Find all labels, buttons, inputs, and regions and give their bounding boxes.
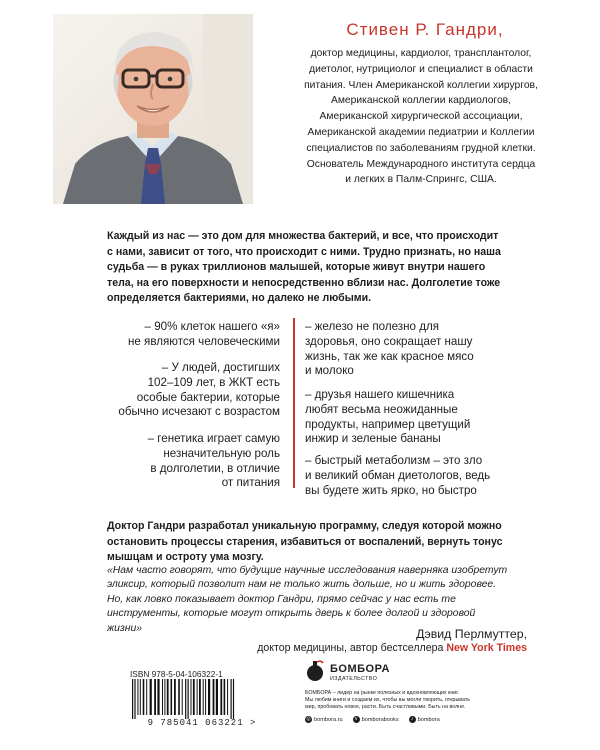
fact-line: здоровья, оно сокращает нашу xyxy=(305,334,473,348)
bio-line: Американской коллегии кардиологов, xyxy=(330,95,512,107)
tiktok-icon: ♪ xyxy=(409,716,416,723)
quote-line: инструменты, которые могут открыть дверь к более долгой и здоровой xyxy=(107,608,476,620)
barcode-bar xyxy=(197,679,198,715)
fact-line: – быстрый метаболизм – это зло xyxy=(305,454,483,467)
barcode-bar xyxy=(182,679,183,715)
fact-line: продукты, например цветущий xyxy=(305,417,471,431)
quote-author: Дэвид Перлмуттер, xyxy=(416,627,527,641)
nyt-label: New York Times xyxy=(446,642,527,654)
column-divider xyxy=(293,318,295,488)
fact-line: и великий обман диетологов, ведь xyxy=(305,468,491,482)
fact-line: – друзья нашего кишечника xyxy=(305,388,455,401)
blurb-line: Мы любим книги и создаем их, чтобы вы могли творить, открывать xyxy=(305,697,471,704)
testimonial-quote xyxy=(107,564,525,636)
intro-line: определяется бактериями, но далеко не любыми. xyxy=(107,292,372,304)
blurb-line: мир, пробовать новое, расти. Быть счастливыми. Быть на волне. xyxy=(305,704,466,711)
barcode-bar xyxy=(191,679,192,715)
program-line: Доктор Гандри разработал уникальную программу, следуя которой можно xyxy=(107,520,502,532)
bio-line: специалистов по заболеваниям грудной клетки. xyxy=(306,142,536,154)
barcode-bar xyxy=(167,679,169,715)
barcode-bar xyxy=(137,679,138,715)
blurb-line: БОМБОРА – лидер на рынке полезных и вдохновляющих книг. xyxy=(305,690,460,696)
barcode-bar xyxy=(150,679,152,715)
barcode-bar xyxy=(185,679,186,719)
bio-line: и легких в Палм-Спрингс, США. xyxy=(345,174,497,186)
intro-line: тела, на его поверхности и непосредственно вблизи нас. Долголетие тоже xyxy=(107,276,501,289)
barcode-bar xyxy=(227,679,228,715)
intro-line: с нами, зависит от того, что происходит с ними. Трудно признать, но наша xyxy=(107,245,501,258)
fact-line: обычно исчезают с возрастом xyxy=(118,405,280,419)
fact-left-1 xyxy=(90,320,280,350)
fact-line: не являются человеческими xyxy=(127,334,280,348)
barcode-bar xyxy=(157,679,159,715)
fact-line: инжир и зеленые бананы xyxy=(305,432,441,446)
social-label: bomborabooks xyxy=(361,716,399,723)
author-portrait xyxy=(53,14,253,204)
barcode-bar xyxy=(188,679,189,719)
barcode-bar xyxy=(216,679,218,715)
barcode-bar xyxy=(193,679,195,715)
author-name: Стивен Р. Гандри, xyxy=(346,20,504,39)
fact-left-2 xyxy=(90,361,280,420)
program-paragraph xyxy=(107,519,527,566)
fact-line: – генетика играет самую xyxy=(147,432,280,445)
fact-left-3 xyxy=(90,432,280,491)
quote-line: Но, как ловко показывает доктор Гандри, прямо сейчас у нас есть те xyxy=(107,593,456,605)
publisher-name: БОМБОРА xyxy=(330,663,390,675)
barcode-number: 9 785041 063221 > xyxy=(147,718,257,728)
barcode-bar xyxy=(220,679,222,715)
bio-line: Американской академии педиатрии и Коллегии xyxy=(307,126,535,138)
quote-credit-text: доктор медицины, автор бестселлера xyxy=(257,642,444,654)
social-label: bombora xyxy=(417,716,440,723)
barcode-bar xyxy=(162,679,163,715)
fact-line: от питания xyxy=(221,476,280,490)
social-link-vk[interactable] xyxy=(353,716,399,723)
isbn-label: ISBN 978-5-04-106322-1 xyxy=(130,669,223,679)
intro-paragraph xyxy=(107,229,517,307)
barcode-bar xyxy=(174,679,176,715)
barcode-bar xyxy=(233,679,234,719)
bio-line: доктор медицины, кардиолог, трансплантолог, xyxy=(310,48,532,59)
publisher-blurb xyxy=(305,690,525,712)
barcode-bar xyxy=(154,679,156,715)
fact-right-3 xyxy=(305,454,525,498)
barcode-bar xyxy=(203,679,204,715)
barcode xyxy=(128,679,284,719)
barcode-bar xyxy=(213,679,215,715)
quote-line: «Нам часто говорят, что будущие научные исследования наверняка изобретут xyxy=(107,565,508,576)
quote-credit xyxy=(200,642,527,654)
fact-line: – 90% клеток нашего «я» xyxy=(144,320,280,333)
barcode-bar xyxy=(143,679,145,715)
fact-line: и молоко xyxy=(305,364,354,378)
barcode-bar xyxy=(231,679,232,719)
publisher-socials xyxy=(305,716,530,723)
barcode-bar xyxy=(171,679,173,715)
vk-icon: v xyxy=(353,716,360,723)
barcode-bar xyxy=(199,679,201,715)
barcode-bar xyxy=(164,679,165,715)
bio-line: питания. Член Американской коллегии хирургов, xyxy=(304,79,538,91)
globe-icon: ◎ xyxy=(306,716,311,722)
bio-line: Американской хирургической ассоциации, xyxy=(319,111,523,123)
intro-line: Каждый из нас — это дом для множества бактерий, и все, что происходит xyxy=(107,230,499,242)
bio-line: Основатель Международного института сердца xyxy=(306,158,536,170)
bombora-logo-icon xyxy=(305,660,325,682)
quote-line: эликсир, который позволит нам не только жить дольше, но и жить здоровее. xyxy=(107,579,497,591)
barcode-bar xyxy=(208,679,210,715)
quote-line: жизни» xyxy=(107,622,143,634)
social-label: bombora.ru xyxy=(314,716,343,723)
fact-line: – У людей, достигших xyxy=(161,361,280,374)
fact-line: особые бактерии, которые xyxy=(136,390,280,404)
barcode-bar xyxy=(140,679,141,715)
fact-line: незначительную роль xyxy=(163,446,280,460)
author-bio xyxy=(256,46,586,188)
fact-line: в долголетии, в отличие xyxy=(150,461,280,475)
fact-right-2 xyxy=(305,388,520,447)
barcode-bar xyxy=(224,679,226,715)
barcode-bar xyxy=(132,679,133,719)
program-line: мышцам и остроту ума мозгу. xyxy=(107,551,264,563)
fact-line: – железо не полезно для xyxy=(305,320,439,333)
social-link-site[interactable] xyxy=(305,716,343,723)
fact-right-1 xyxy=(305,320,520,379)
barcode-bar xyxy=(178,679,180,715)
bio-line: диетолог, нутрициолог и специалист в области xyxy=(309,63,533,75)
fact-line: 102–109 лет, в ЖКТ есть xyxy=(147,375,280,389)
barcode-bar xyxy=(146,679,147,715)
program-line: остановить процессы старения, избавиться от воспалений, вернуть тонус xyxy=(107,535,503,548)
barcode-bar xyxy=(134,679,135,719)
publisher-subtitle: ИЗДАТЕЛЬСТВО xyxy=(330,676,378,682)
social-link-tiktok[interactable] xyxy=(409,716,440,723)
fact-line: вы будете жить ярко, но быстро xyxy=(305,483,477,497)
barcode-bar xyxy=(205,679,206,715)
fact-line: любят весьма неожиданные xyxy=(305,402,458,416)
fact-line: жизнь, так же как красное мясо xyxy=(305,349,474,363)
intro-line: судьба — в руках триллионов малышей, которые живут внутри нашего xyxy=(107,261,486,273)
